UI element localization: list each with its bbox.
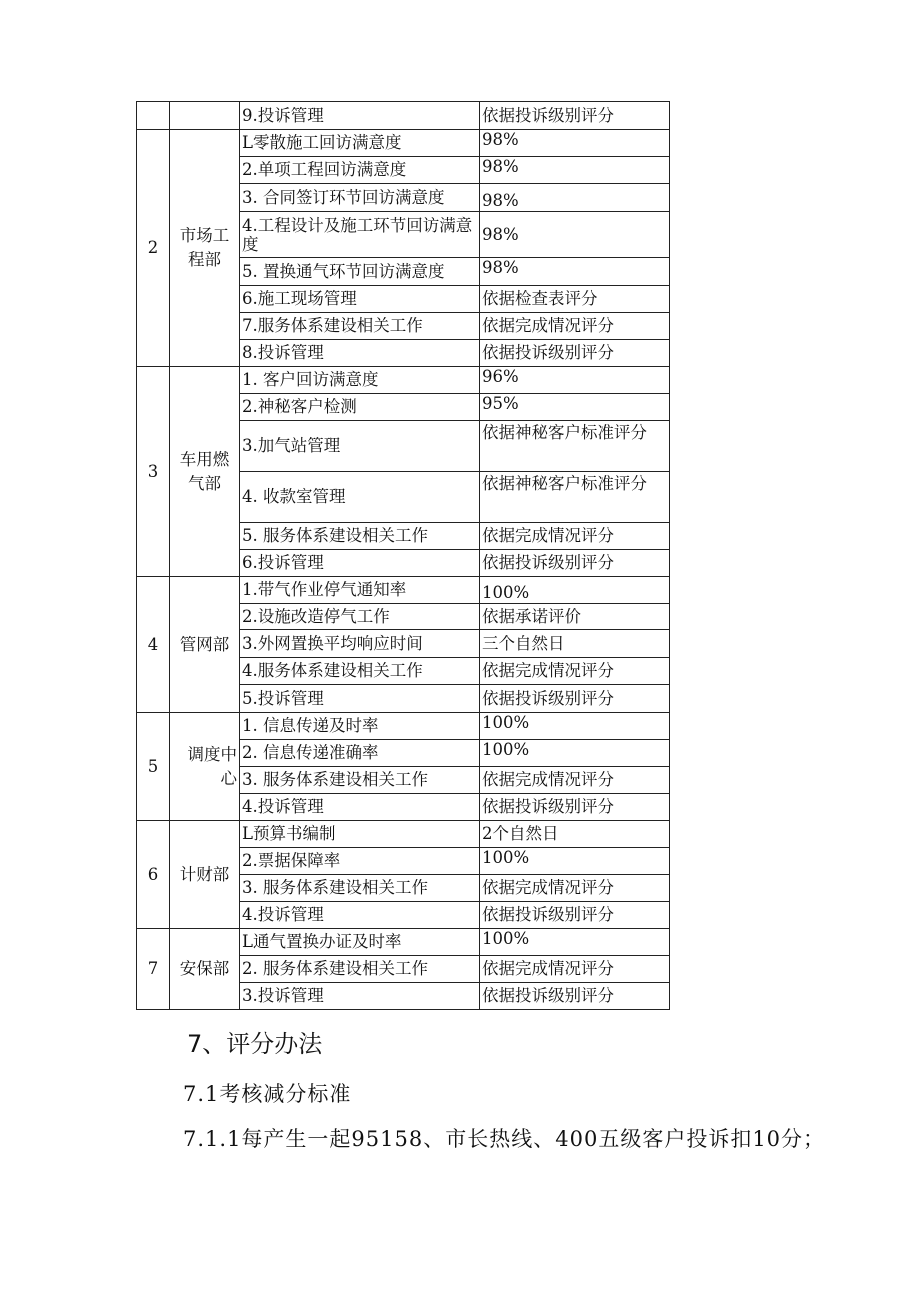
standard-cell: 依据投诉级别评分 (480, 340, 670, 367)
indicator-cell: 2. 信息传递准确率 (240, 740, 480, 767)
indicator-cell: 6.投诉管理 (240, 550, 480, 577)
department-cell: 市场工程部 (170, 130, 240, 367)
table-row (137, 929, 670, 956)
standard-cell: 100% (480, 713, 670, 740)
indicator-cell: 2.设施改造停气工作 (240, 604, 480, 630)
indicator-cell: 5.投诉管理 (240, 685, 480, 713)
row-number: 2 (137, 130, 170, 367)
standard-cell: 100% (480, 577, 670, 604)
section-title: 7、评分办法 (187, 1030, 323, 1058)
indicator-cell: 4. 收款室管理 (240, 472, 480, 523)
standard-cell: 依据投诉级别评分 (480, 550, 670, 577)
table-row (137, 821, 670, 848)
row-number: 6 (137, 821, 170, 929)
kpi-table (136, 101, 670, 1010)
indicator-cell: 3.外网置换平均响应时间 (240, 630, 480, 658)
standard-cell: 依据神秘客户标准评分 (480, 421, 670, 472)
indicator-cell: 8.投诉管理 (240, 340, 480, 367)
indicator-cell: 1. 信息传递及时率 (240, 713, 480, 740)
indicator-cell: 4.工程设计及施工环节回访满意度 (240, 212, 480, 258)
standard-cell: 100% (480, 929, 670, 956)
standard-cell: 95% (480, 394, 670, 421)
indicator-cell: 6.施工现场管理 (240, 286, 480, 313)
indicator-cell: 3.加气站管理 (240, 421, 480, 472)
indicator-cell: L预算书编制 (240, 821, 480, 848)
standard-cell: 98% (480, 212, 670, 258)
indicator-cell: L零散施工回访满意度 (240, 130, 480, 157)
indicator-cell: 2.神秘客户检测 (240, 394, 480, 421)
indicator-cell: 7.服务体系建设相关工作 (240, 313, 480, 340)
standard-cell: 98% (480, 184, 670, 212)
indicator-cell: 2.单项工程回访满意度 (240, 157, 480, 184)
indicator-cell: 4.投诉管理 (240, 794, 480, 821)
department-cell: 调度中心 (170, 713, 240, 821)
indicator-cell: 1. 客户回访满意度 (240, 367, 480, 394)
standard-cell: 依据投诉级别评分 (480, 685, 670, 713)
standard-cell: 98% (480, 130, 670, 157)
body-paragraph: 7.1.1每产生一起95158、市长热线、400五级客户投诉扣10分； (183, 1127, 826, 1151)
indicator-cell: 3. 合同签订环节回访满意度 (240, 184, 480, 212)
indicator-cell: 9.投诉管理 (240, 102, 480, 130)
subsection-title: 7.1考核减分标准 (183, 1082, 352, 1106)
table-row (137, 367, 670, 394)
department-cell: 安保部 (170, 929, 240, 1010)
indicator-cell: 5. 服务体系建设相关工作 (240, 523, 480, 550)
table-row (137, 713, 670, 740)
indicator-cell: 3. 服务体系建设相关工作 (240, 767, 480, 794)
table-row (137, 130, 670, 157)
standard-cell: 2个自然日 (480, 821, 670, 848)
row-number (137, 102, 170, 130)
standard-cell: 依据投诉级别评分 (480, 102, 670, 130)
standard-cell: 依据投诉级别评分 (480, 794, 670, 821)
standard-cell: 98% (480, 258, 670, 286)
standard-cell: 依据完成情况评分 (480, 523, 670, 550)
standard-cell: 98% (480, 157, 670, 184)
standard-cell: 依据完成情况评分 (480, 956, 670, 983)
standard-cell: 依据检查表评分 (480, 286, 670, 313)
indicator-cell: 4.投诉管理 (240, 902, 480, 929)
department-cell: 车用燃气部 (170, 367, 240, 577)
indicator-cell: 1.带气作业停气通知率 (240, 577, 480, 604)
department-cell: 计财部 (170, 821, 240, 929)
standard-cell: 依据投诉级别评分 (480, 902, 670, 929)
indicator-cell: 2. 服务体系建设相关工作 (240, 956, 480, 983)
standard-cell: 依据神秘客户标准评分 (480, 472, 670, 523)
standard-cell: 100% (480, 740, 670, 767)
standard-cell: 三个自然日 (480, 630, 670, 658)
row-number: 4 (137, 577, 170, 713)
standard-cell: 依据投诉级别评分 (480, 983, 670, 1010)
department-cell (170, 102, 240, 130)
indicator-cell: L通气置换办证及时率 (240, 929, 480, 956)
indicator-cell: 2.票据保障率 (240, 848, 480, 875)
standard-cell: 96% (480, 367, 670, 394)
row-number: 3 (137, 367, 170, 577)
standard-cell: 依据完成情况评分 (480, 767, 670, 794)
table-row (137, 577, 670, 604)
standard-cell: 100% (480, 848, 670, 875)
table-row (137, 102, 670, 130)
row-number: 5 (137, 713, 170, 821)
row-number: 7 (137, 929, 170, 1010)
standard-cell: 依据完成情况评分 (480, 875, 670, 902)
indicator-cell: 5. 置换通气环节回访满意度 (240, 258, 480, 286)
indicator-cell: 3.投诉管理 (240, 983, 480, 1010)
indicator-cell: 3. 服务体系建设相关工作 (240, 875, 480, 902)
department-cell: 管网部 (170, 577, 240, 713)
indicator-cell: 4.服务体系建设相关工作 (240, 658, 480, 685)
standard-cell: 依据完成情况评分 (480, 313, 670, 340)
standard-cell: 依据承诺评价 (480, 604, 670, 630)
standard-cell: 依据完成情况评分 (480, 658, 670, 685)
